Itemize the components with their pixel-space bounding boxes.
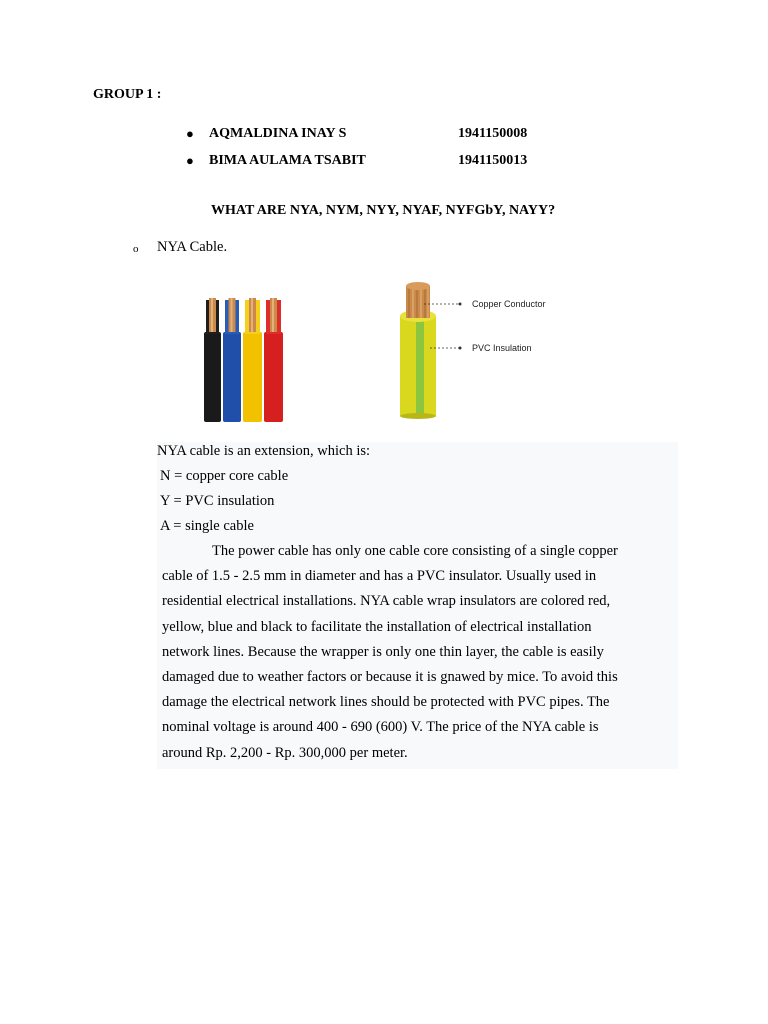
paragraph-line: network lines. Because the wrapper is only one thin layer, the cable is easily bbox=[162, 643, 604, 660]
definition-n: N = copper core cable bbox=[160, 468, 289, 484]
paragraph-line: The power cable has only one cable core consisting of a single copper bbox=[212, 543, 618, 559]
member-id: 1941150008 bbox=[458, 126, 528, 141]
wire-black bbox=[204, 298, 221, 422]
paragraph-line: cable of 1.5 - 2.5 mm in diameter and has a PVC insulator. Usually used in bbox=[162, 568, 597, 585]
paragraph-line: damage the electrical network lines should be protected with PVC pipes. The bbox=[162, 694, 610, 711]
definition-y: Y = PVC insulation bbox=[160, 493, 275, 509]
member-name: BIMA AULAMA TSABIT bbox=[209, 153, 366, 168]
description-paragraph bbox=[162, 539, 682, 766]
nya-cable-image bbox=[400, 282, 436, 419]
bullet-icon: ● bbox=[186, 126, 194, 141]
copper-conductor-label: Copper Conductor bbox=[472, 299, 546, 309]
member-name: AQMALDINA INAY S bbox=[209, 126, 347, 141]
paragraph-line: damaged due to weather factors or because it is gnawed by mice. To avoid this bbox=[162, 669, 618, 686]
paragraph-line: yellow, blue and black to facilitate the installation of electrical installation bbox=[162, 618, 592, 635]
wire-blue bbox=[223, 298, 241, 422]
wire-red bbox=[264, 298, 283, 422]
pvc-insulation-label: PVC Insulation bbox=[472, 343, 532, 353]
group-title: GROUP 1 : bbox=[93, 87, 162, 102]
question-heading: WHAT ARE NYA, NYM, NYY, NYAF, NYFGbY, NAYY? bbox=[211, 203, 556, 218]
circle-bullet-icon: o bbox=[133, 243, 139, 255]
four-wires-image bbox=[200, 292, 295, 424]
paragraph-line: around Rp. 2,200 - Rp. 300,000 per meter. bbox=[162, 744, 408, 761]
section-title: NYA Cable. bbox=[157, 239, 228, 255]
member-id: 1941150013 bbox=[458, 153, 528, 168]
definition-a: A = single cable bbox=[160, 518, 254, 534]
wire-yellow bbox=[243, 298, 262, 422]
paragraph-line: nominal voltage is around 400 - 690 (600) V. The price of the NYA cable is bbox=[162, 719, 599, 736]
intro-text: NYA cable is an extension, which is: bbox=[157, 443, 371, 459]
paragraph-line: residential electrical installations. NYA cable wrap insulators are colored red, bbox=[162, 593, 611, 610]
bullet-icon: ● bbox=[186, 153, 194, 168]
